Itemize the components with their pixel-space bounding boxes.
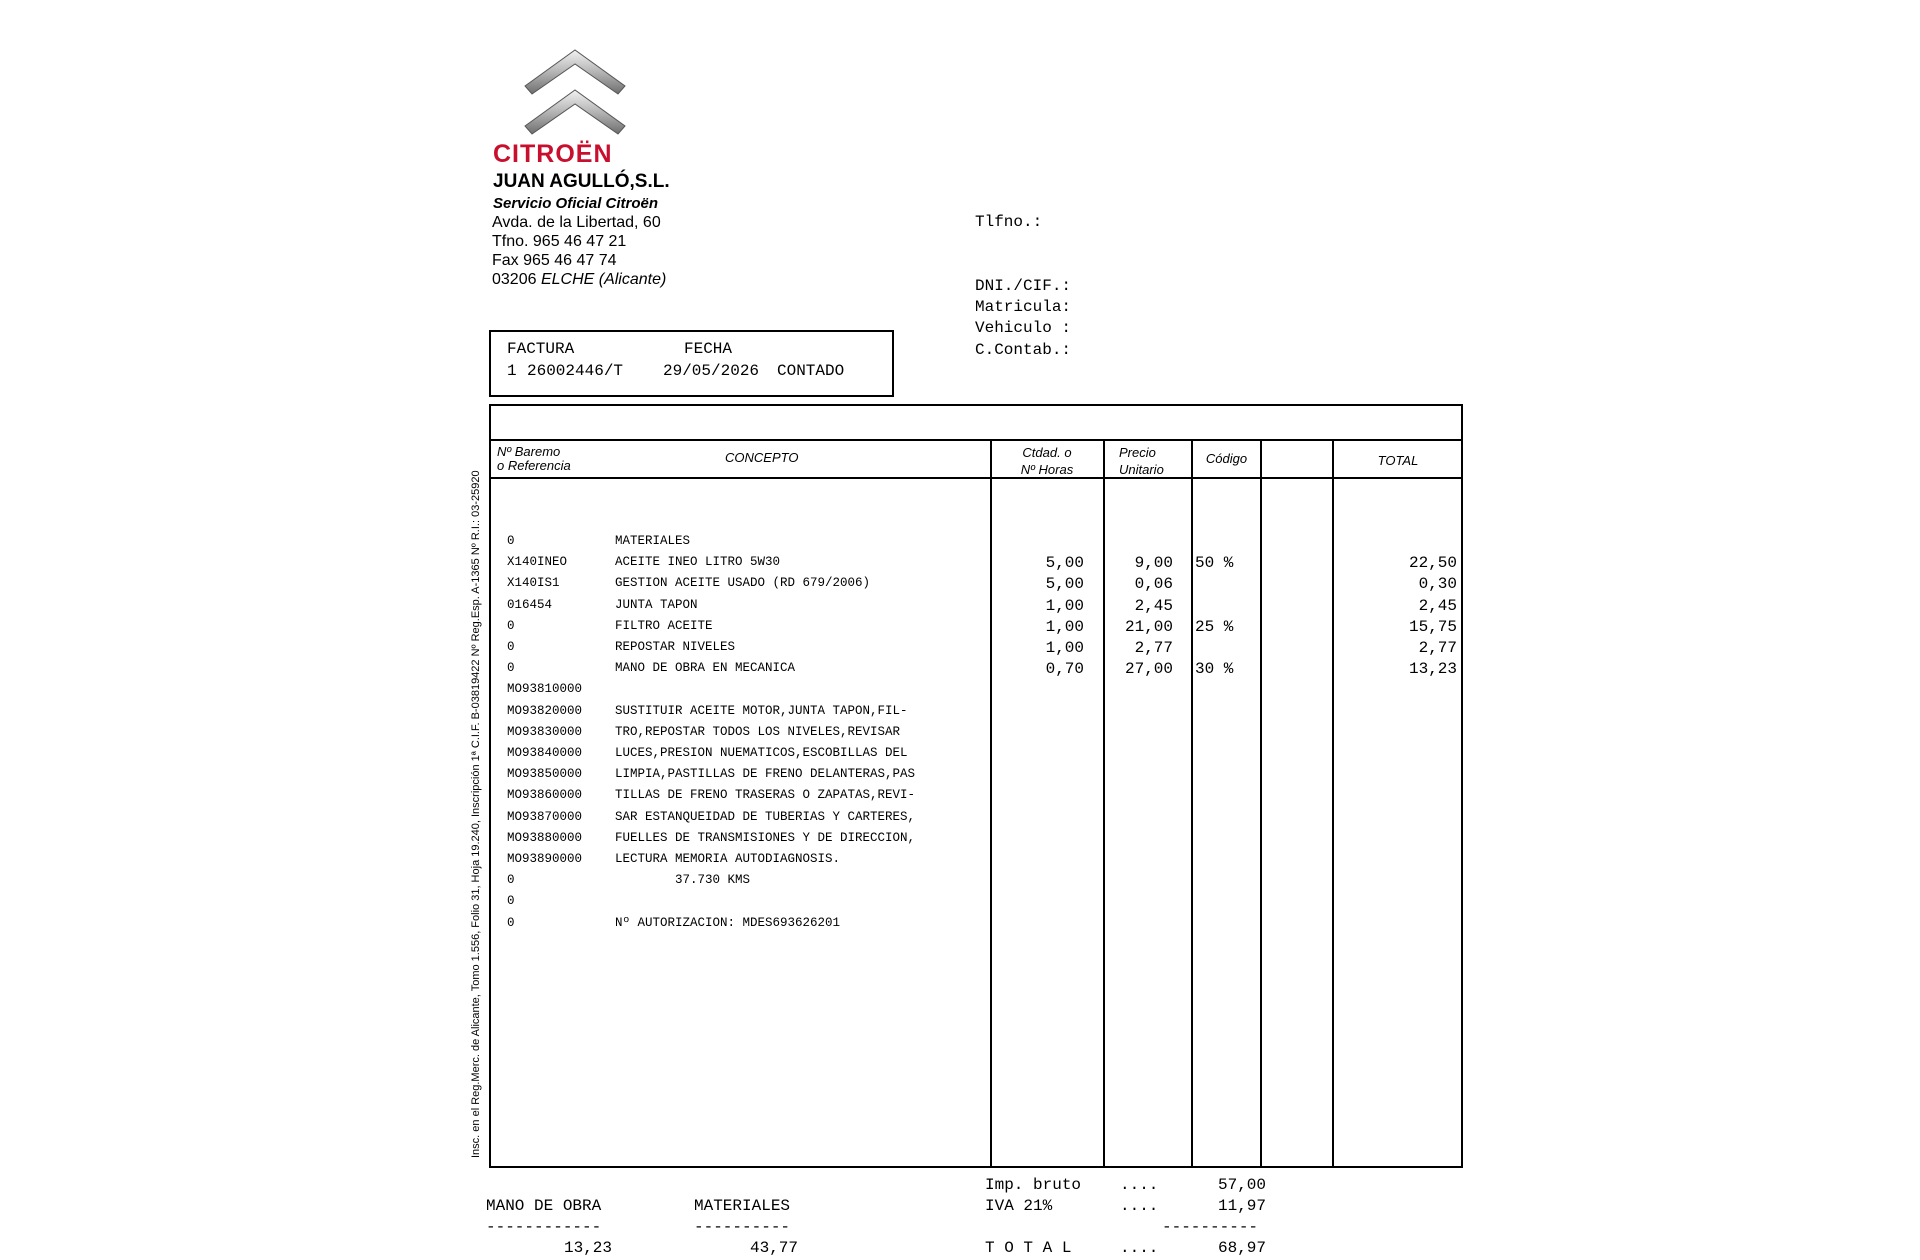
line-ref: X140INEO (507, 555, 568, 570)
table-row (507, 891, 1457, 912)
line-concept: SAR ESTANQUEIDAD DE TUBERIAS Y CARTERES, (615, 809, 916, 824)
company-phone: Tfno. 965 46 47 21 (492, 233, 627, 250)
line-concept: Nº AUTORIZACION: MDES693626201 (615, 915, 841, 930)
line-total: 2,45 (1418, 596, 1457, 615)
line-ref: MO93840000 (507, 746, 583, 760)
table-row (507, 870, 1457, 891)
postal-code: 03206 (492, 271, 537, 288)
col-header-price-line1: Precio (1119, 445, 1156, 460)
table-row (507, 616, 1457, 637)
total-dots: .... (1120, 1239, 1159, 1257)
table-row (507, 701, 1457, 722)
line-total: 0,30 (1418, 575, 1457, 594)
col-header-ref-line1: Nº Baremo (497, 444, 561, 459)
line-total: 22,50 (1408, 554, 1457, 573)
col-header-price (1105, 444, 1179, 478)
line-concept: TRO,REPOSTAR TODOS LOS NIVELES,REVISAR (615, 724, 901, 739)
city: ELCHE (Alicante) (540, 271, 667, 288)
line-ref: 0 (507, 640, 515, 654)
payment-method: CONTADO (777, 362, 845, 380)
line-total: 13,23 (1408, 660, 1457, 679)
line-ref: 0 (507, 618, 515, 633)
line-concept: 37.730 KMS (615, 873, 751, 888)
brand-wordmark: CITROËN (493, 140, 613, 168)
matricula-label: Matricula: (975, 298, 1072, 316)
company-city-line (492, 270, 666, 289)
line-concept: JUNTA TAPON (615, 597, 698, 612)
contab-label: C.Contab.: (975, 341, 1072, 359)
tlfno-label: Tlfno.: (975, 213, 1043, 231)
service-line: Servicio Oficial Citroën (493, 195, 659, 212)
line-ref: MO93880000 (507, 830, 583, 845)
col-header-total: TOTAL (1377, 453, 1419, 468)
line-qty: 1,00 (1045, 617, 1084, 636)
total-value: 68,97 (1217, 1239, 1266, 1257)
company-fax: Fax 965 46 47 74 (492, 252, 617, 269)
line-ref: 0 (507, 534, 515, 548)
table-row (507, 637, 1457, 658)
chevron-logo-icon (520, 38, 630, 138)
vehiculo-label: Vehiculo : (975, 319, 1072, 337)
invoice-date: 29/05/2026 (663, 362, 760, 380)
line-ref: 0 (507, 661, 515, 676)
iva-dots: .... (1120, 1197, 1159, 1215)
col-header-qty (992, 444, 1102, 478)
col-header-price-line2: Unitario (1119, 462, 1164, 477)
line-ref: MO93860000 (507, 788, 583, 803)
line-concept: FILTRO ACEITE (615, 618, 713, 633)
imp-bruto-dots: .... (1120, 1176, 1159, 1194)
line-total: 2,77 (1418, 639, 1457, 657)
header-bottom-rule (489, 477, 1463, 479)
registration-side-text: Insc. en el Reg.Merc. de Alicante, Tomo 1.556, Folio 31, Hoja 19.240, Inscripción 1ª C.I.F. B-03819422 Nº Reg.Esp. A-1365 Nº R.I.: 03-25920 (470, 470, 482, 1158)
line-qty: 5,00 (1045, 575, 1084, 594)
line-concept: MATERIALES (615, 534, 691, 548)
mano-obra-label: MANO DE OBRA (486, 1197, 602, 1215)
header-top-rule (489, 439, 1463, 441)
table-row (507, 658, 1457, 679)
line-qty: 5,00 (1045, 554, 1084, 573)
line-ref: MO93850000 (507, 767, 583, 782)
line-qty: 1,00 (1045, 596, 1084, 615)
table-row (507, 722, 1457, 743)
table-row (507, 573, 1457, 594)
line-price: 2,77 (1134, 639, 1173, 657)
line-ref: MO93820000 (507, 703, 583, 718)
line-concept: SUSTITUIR ACEITE MOTOR,JUNTA TAPON,FIL- (615, 703, 908, 718)
line-ref: X140IS1 (507, 576, 560, 591)
mano-obra-separator: ------------ (486, 1218, 602, 1236)
imp-bruto-value: 57,00 (1217, 1176, 1266, 1194)
line-ref: MO93870000 (507, 809, 583, 824)
line-concept: REPOSTAR NIVELES (615, 640, 736, 654)
col-header-ref (497, 445, 571, 473)
line-ref: 0 (507, 873, 515, 888)
line-price: 27,00 (1124, 660, 1173, 679)
table-row (507, 785, 1457, 806)
line-price: 2,45 (1134, 596, 1173, 615)
line-ref: 0 (507, 894, 515, 909)
totals-separator: ---------- (1162, 1218, 1259, 1236)
line-code: 50 % (1195, 554, 1234, 573)
invoice-number: 26002446/T (527, 362, 624, 380)
line-concept (615, 679, 995, 700)
iva-label: IVA 21% (985, 1197, 1053, 1215)
company-name: JUAN AGULLÓ,S.L. (493, 171, 670, 192)
line-concept: MANO DE OBRA EN MECANICA (615, 661, 796, 676)
factura-label: FACTURA (507, 340, 575, 358)
line-total: 15,75 (1408, 617, 1457, 636)
line-qty: 1,00 (1045, 639, 1084, 657)
table-row (507, 679, 1457, 700)
line-concept (615, 891, 995, 912)
col-header-ref-line2: o Referencia (497, 458, 571, 473)
line-price: 9,00 (1134, 554, 1173, 573)
citroen-chevrons-logo (520, 38, 630, 138)
line-concept: LUCES,PRESION NUEMATICOS,ESCOBILLAS DEL (615, 746, 908, 760)
col-header-code: Código (1205, 451, 1248, 466)
line-ref: MO93830000 (507, 724, 583, 739)
line-ref: 016454 (507, 597, 553, 612)
iva-value: 11,97 (1217, 1197, 1266, 1215)
invoice-series: 1 (507, 362, 517, 380)
table-row (507, 743, 1457, 764)
company-address: Avda. de la Libertad, 60 (492, 214, 661, 231)
line-concept: LIMPIA,PASTILLAS DE FRENO DELANTERAS,PAS (615, 767, 916, 782)
line-concept: TILLAS DE FRENO TRASERAS O ZAPATAS,REVI- (615, 788, 916, 803)
dni-label: DNI./CIF.: (975, 277, 1072, 295)
line-price: 0,06 (1134, 575, 1173, 594)
materiales-value: 43,77 (749, 1239, 798, 1257)
table-row (507, 913, 1457, 934)
imp-bruto-label: Imp. bruto (985, 1176, 1082, 1194)
line-code: 30 % (1195, 660, 1234, 679)
materiales-separator: ---------- (694, 1218, 791, 1236)
materiales-label: MATERIALES (694, 1197, 791, 1215)
line-ref: 0 (507, 915, 515, 930)
table-row (507, 849, 1457, 870)
table-row (507, 531, 1457, 552)
line-qty: 0,70 (1045, 660, 1084, 679)
line-concept: GESTION ACEITE USADO (RD 679/2006) (615, 576, 871, 591)
total-label: T O T A L (985, 1239, 1072, 1257)
line-concept: FUELLES DE TRANSMISIONES Y DE DIRECCION, (615, 830, 916, 845)
table-row (507, 807, 1457, 828)
table-row (507, 828, 1457, 849)
table-row (507, 552, 1457, 573)
col-header-qty-line2: Nº Horas (1020, 462, 1074, 477)
fecha-label: FECHA (684, 340, 733, 358)
col-header-concepto: CONCEPTO (725, 450, 799, 465)
line-ref: MO93890000 (507, 852, 583, 866)
line-code: 25 % (1195, 617, 1234, 636)
line-concept: ACEITE INEO LITRO 5W30 (615, 555, 781, 570)
table-row (507, 595, 1457, 616)
mano-obra-value: 13,23 (563, 1239, 612, 1257)
line-price: 21,00 (1124, 617, 1173, 636)
line-ref: MO93810000 (507, 682, 583, 697)
table-row (507, 764, 1457, 785)
line-concept: LECTURA MEMORIA AUTODIAGNOSIS. (615, 852, 841, 866)
col-header-qty-line1: Ctdad. o (1022, 445, 1072, 460)
